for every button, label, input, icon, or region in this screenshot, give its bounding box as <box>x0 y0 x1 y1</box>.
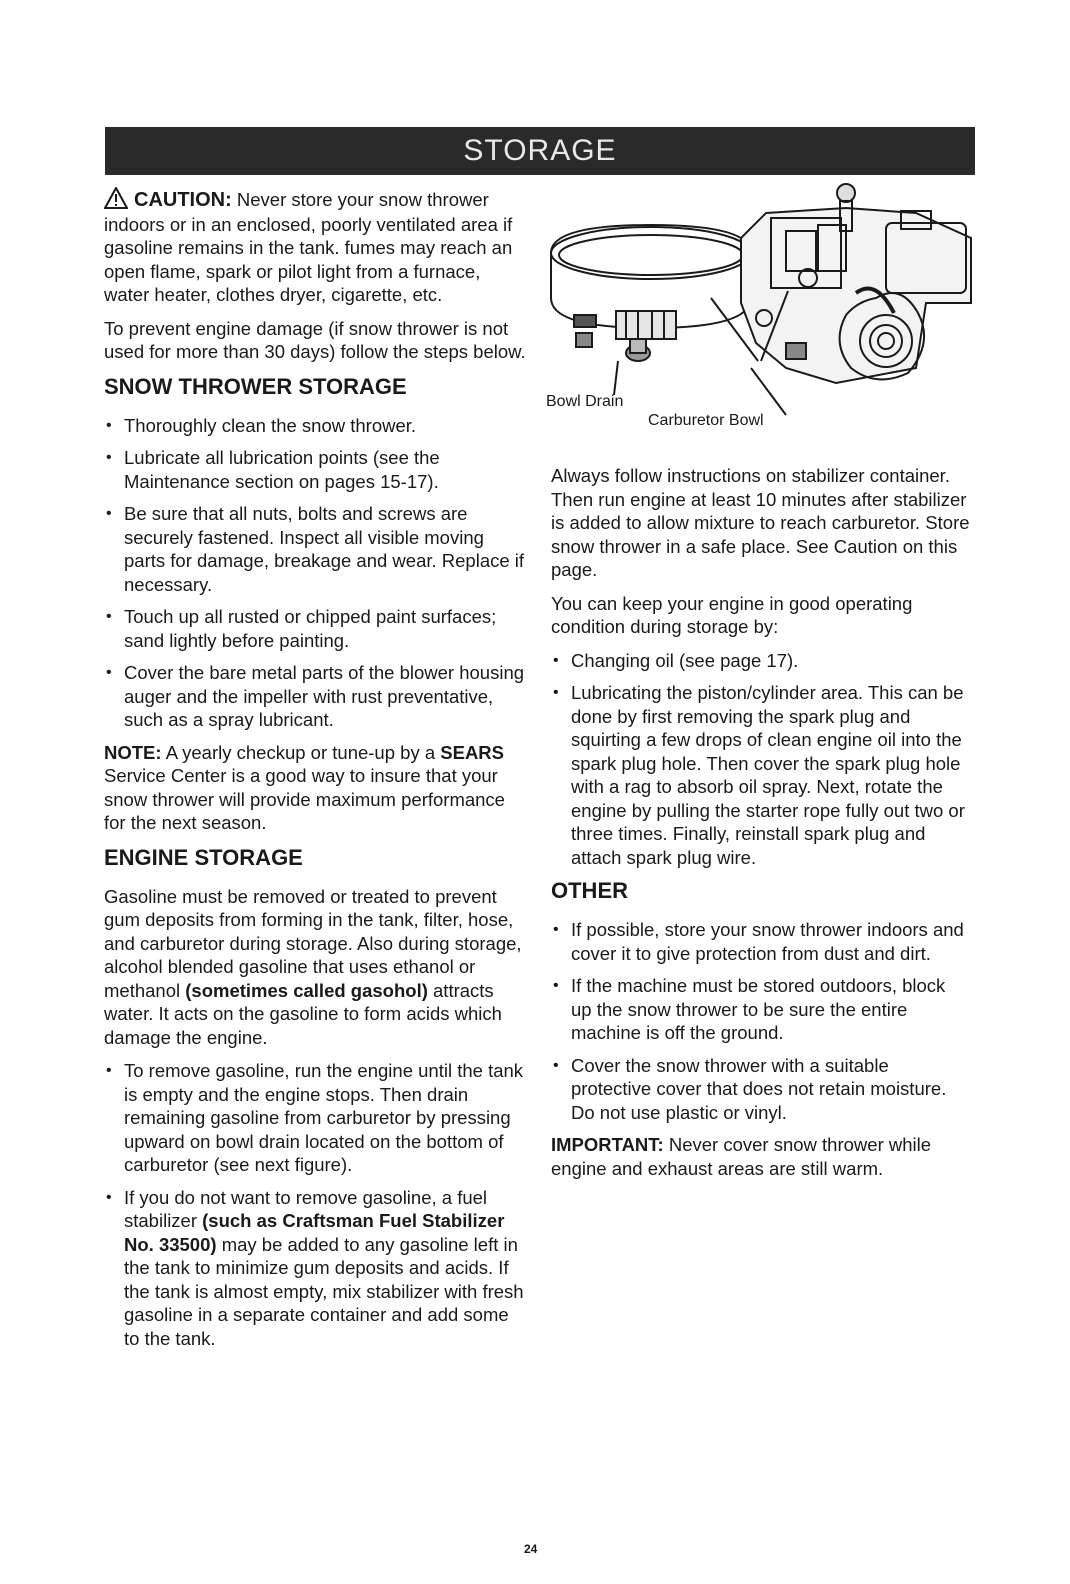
stabilizer-paragraph: Always follow instructions on stabilizer container. Then run engine at least 10 minutes after stabilizer is added to allow mixture to reach carburetor. Store snow thrower in a safe place. See Caution on this page. <box>551 465 970 580</box>
operating-condition-paragraph: You can keep your engine in good operating condition during storage by: <box>551 592 913 637</box>
left-column <box>104 187 529 1359</box>
engine-text: attracts water. It acts on the gasoline to form acids which damage the engine. <box>104 979 502 1048</box>
list-item: • Thoroughly clean the snow thrower. <box>104 414 529 438</box>
stabilizer-bold: (such as Craftsman Fuel Stabilizer No. 33500) <box>124 1210 505 1255</box>
stabilizer-text: may be added to any gasoline left in the tank to minimize gum deposits and acids. If the tank is almost empty, mix stabilizer with fresh gasoline in a separate container and add some to the tank. <box>124 1233 524 1349</box>
list-item: • Lubricating the piston/cylinder area. This can be done by first removing the spark plug and squirting a few drops of clean engine oil into the spark plug hole. Then cover the spark plug hole with a rag to absorb oil spray. Next, rotate the engine by pulling the starter rope fully out two or three times. Finally, reinstall spark plug and attach spark plug wire. <box>551 681 971 869</box>
page-title: STORAGE <box>463 134 617 167</box>
important-label: IMPORTANT: <box>551 1134 664 1155</box>
snow-thrower-storage-heading: SNOW THROWER STORAGE <box>104 373 407 399</box>
list-item: • Be sure that all nuts, bolts and screws are securely fastened. Inspect all visible moving parts for damage, breakage and wear. Replace if necessary. <box>104 502 529 596</box>
other-list <box>551 918 971 1124</box>
warning-triangle-icon <box>104 187 128 209</box>
list-item: • Changing oil (see page 17). <box>551 649 971 673</box>
list-item: • Touch up all rusted or chipped paint surfaces; sand lightly before painting. <box>104 605 529 652</box>
list-item: • If possible, store your snow thrower indoors and cover it to give protection from dust and dirt. <box>551 918 971 965</box>
important-paragraph <box>551 1133 971 1180</box>
list-item: • If the machine must be stored outdoors, block up the snow thrower to be sure the entire machine is off the ground. <box>551 974 971 1045</box>
gasohol-bold: (sometimes called gasohol) <box>185 979 428 1001</box>
note-label: NOTE: <box>104 741 162 763</box>
snow-thrower-storage-list <box>104 414 529 732</box>
stabilizer-text: If you do not want to remove gasoline, a fuel stabilizer <box>124 1186 488 1231</box>
page-number: 24 <box>524 1542 538 1556</box>
list-item: • Cover the snow thrower with a suitable protective cover that does not retain moisture. Do not use plastic or vinyl. <box>551 1054 971 1125</box>
list-item <box>104 1186 529 1351</box>
engine-storage-list <box>104 1059 529 1350</box>
engine-storage-heading: ENGINE STORAGE <box>104 844 303 870</box>
carburetor-bowl-label: Carburetor Bowl <box>648 412 764 429</box>
caution-text: Never store your snow thrower indoors or in an enclosed, poorly ventilated area if gasoline remains in the tank. fumes may reach an open flame, spark or pilot light from a furnace, water heater, clothes dryer, cigarette, etc. <box>104 189 513 305</box>
intro-text: To prevent engine damage (if snow thrower is not used for more than 30 days) follow the steps below. <box>104 317 526 362</box>
note-paragraph <box>104 741 529 835</box>
title-banner <box>105 127 975 175</box>
engine-storage-paragraph <box>104 885 529 1050</box>
engine-condition-list <box>551 649 971 870</box>
bowl-drain-label: Bowl Drain <box>546 393 624 410</box>
list-item: • To remove gasoline, run the engine until the tank is empty and the engine stops. Then drain remaining gasoline from carburetor by pressing upward on bowl drain located on the bottom of carburetor (see next figure). <box>104 1059 529 1177</box>
note-text: A yearly checkup or tune-up by a <box>165 741 436 763</box>
important-text: Never cover snow thrower while engine and exhaust areas are still warm. <box>551 1134 932 1179</box>
caution-label: CAUTION: <box>134 189 232 211</box>
other-heading: OTHER <box>551 878 628 903</box>
list-item: • Lubricate all lubrication points (see the Maintenance section on pages 15-17). <box>104 446 529 493</box>
note-text: Service Center is a good way to insure that your snow thrower will provide maximum performance for the next season. <box>104 765 505 833</box>
list-item: • Cover the bare metal parts of the blower housing auger and the impeller with rust preventative, such as a spray lubricant. <box>104 661 529 732</box>
right-column <box>551 464 971 1190</box>
caution-paragraph <box>104 187 529 307</box>
carburetor-figure <box>546 183 976 433</box>
engine-text: Gasoline must be removed or treated to prevent gum deposits from forming in the tank, filter, hose, and carburetor during storage. Also during storage, alcohol blended gasoline that uses ethanol or methanol <box>104 885 522 1001</box>
sears-brand: SEARS <box>440 741 505 763</box>
